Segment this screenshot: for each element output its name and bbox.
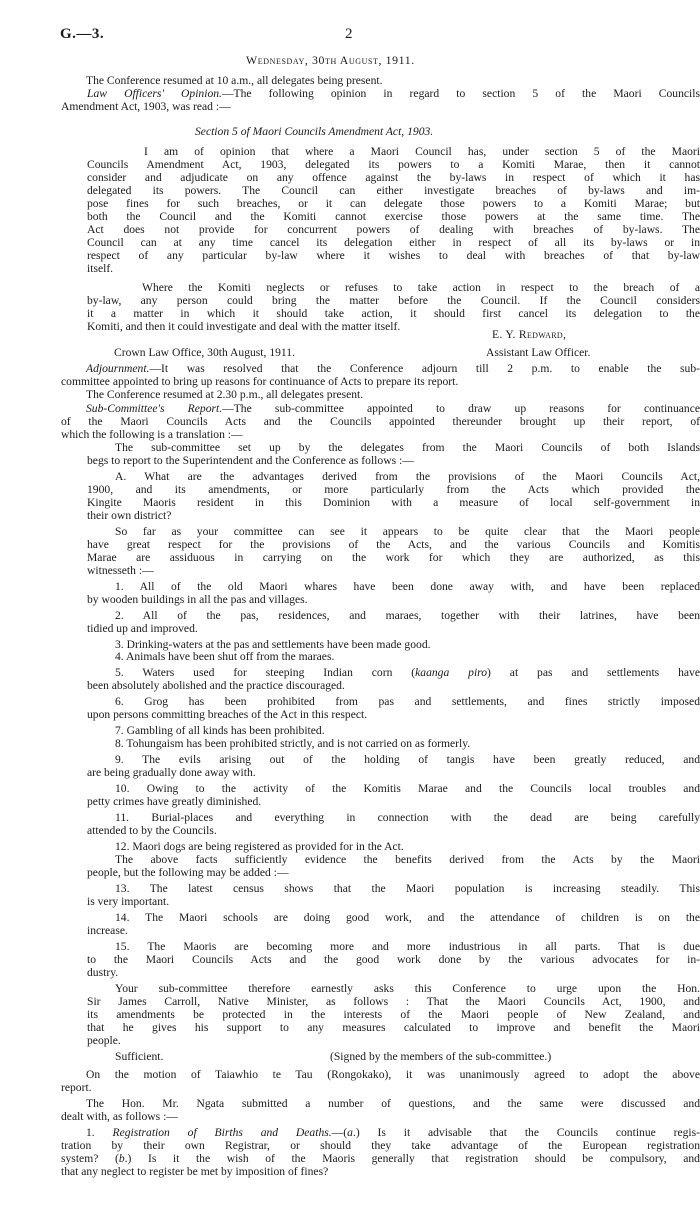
text-span: tidied up and improved. xyxy=(87,622,198,635)
text-line xyxy=(61,100,231,113)
italic-span: kaanga piro xyxy=(415,666,488,679)
text-span: consider and adjudicate on any offence against the by-laws in respect of which it has xyxy=(87,171,700,184)
text-span: 12. Maori dogs are being registered as provided for in the Act. xyxy=(115,840,404,853)
text-line xyxy=(86,1068,700,1081)
text-line xyxy=(87,708,367,721)
text-span: 13. The latest census shows that the Maori population is increasing steadily. This xyxy=(115,882,700,895)
text-span: Council can at any time cancel its delegation either in respect of all its by-laws or in xyxy=(87,236,700,249)
text-line xyxy=(61,375,458,388)
text-span: —( xyxy=(331,1126,348,1139)
text-line xyxy=(61,428,243,441)
text-span: committee appointed to bring up reasons for continuance of Acts to prepare its report. xyxy=(61,375,459,388)
text-span: Amendment Act, 1903, was read :— xyxy=(61,100,231,113)
text-span: 1. xyxy=(86,1126,113,1139)
text-span: report. xyxy=(61,1081,92,1094)
text-line xyxy=(87,210,700,223)
text-line xyxy=(86,1097,700,1110)
text-span: 1900, and its amendments, or more particularly from the Acts which provided the xyxy=(87,483,700,496)
text-line xyxy=(87,1034,121,1047)
text-span: been absolutely abolished and the practice discouraged. xyxy=(87,679,345,692)
text-line xyxy=(114,346,295,359)
text-line xyxy=(115,982,700,995)
text-line xyxy=(87,953,700,966)
text-line xyxy=(61,1081,92,1094)
text-line xyxy=(87,320,400,333)
text-span: are being gradually done away with. xyxy=(87,766,256,779)
text-line xyxy=(115,811,700,824)
text-line xyxy=(87,622,198,635)
text-line xyxy=(86,362,700,375)
text-line xyxy=(87,1008,700,1021)
text-line xyxy=(115,650,334,663)
text-span: (Signed by the members of the sub-committee.) xyxy=(330,1050,552,1063)
text-span: .) Is it advisable that the Councils continue regis- xyxy=(352,1126,700,1139)
text-span: to the Maori Councils Acts and the good work done by the various advocates for in- xyxy=(87,953,700,966)
text-line xyxy=(144,145,700,158)
text-span: Marae are assiduous in carrying on the work for which they are authorized, as this xyxy=(87,551,700,564)
text-span: both the Council and the Komiti cannot exercise those powers at the same time. The xyxy=(87,210,700,223)
text-line xyxy=(142,281,700,294)
text-span: it a matter in which it should take action, it should first cancel its delegation to the xyxy=(87,307,700,320)
text-span: begs to report to the Superintendent and the Conference as follows :— xyxy=(87,454,414,467)
text-line xyxy=(87,564,154,577)
text-span: delegated its powers. The Council can either investigate breaches of by-laws and im- xyxy=(87,184,700,197)
text-line xyxy=(87,679,345,692)
text-span: —The sub-committee appointed to draw up reasons for continuance xyxy=(222,402,700,415)
text-line xyxy=(87,824,217,837)
text-line xyxy=(87,795,261,808)
text-line xyxy=(115,1050,163,1063)
text-span: 14. The Maori schools are doing good work, and the attendance of children is on the xyxy=(115,911,700,924)
page-number: 2 xyxy=(345,26,353,42)
text-line xyxy=(115,609,700,622)
text-line xyxy=(87,307,700,320)
text-line xyxy=(115,940,700,953)
text-span: 6. Grog has been prohibited from pas and settlements, and fines strictly imposed xyxy=(115,695,700,708)
text-span: —It was resolved that the Conference adjourn till 2 p.m. to enable the sub- xyxy=(149,362,700,375)
text-line xyxy=(87,87,700,100)
text-span: is very important. xyxy=(87,895,170,908)
italic-span: Adjournment. xyxy=(86,362,150,375)
text-line xyxy=(115,737,470,750)
text-line xyxy=(195,125,433,138)
text-span: petty crimes have greatly diminished. xyxy=(87,795,262,808)
text-span: people, but the following may be added :— xyxy=(87,866,289,879)
text-span: attended to by the Councils. xyxy=(87,824,217,837)
text-line xyxy=(86,74,383,87)
text-line xyxy=(61,1139,700,1152)
text-line xyxy=(115,525,700,538)
text-line xyxy=(87,483,700,496)
text-span: On the motion of Taiawhio te Tau (Rongokako), it was unanimously agreed to adopt the above xyxy=(86,1068,700,1081)
text-line xyxy=(87,197,700,210)
text-span: 9. The evils arising out of the holding of tangis have been greatly reduced, and xyxy=(115,753,700,766)
text-line xyxy=(87,995,700,1008)
text-span: The Conference resumed at 10 a.m., all delegates being present. xyxy=(86,74,383,87)
text-line xyxy=(115,782,700,795)
text-span: dealt with, as follows :— xyxy=(61,1110,178,1123)
text-line xyxy=(115,853,700,866)
text-line xyxy=(87,1021,700,1034)
text-line xyxy=(115,882,700,895)
text-line xyxy=(87,171,700,184)
text-span: A. What are the advantages derived from the provisions of the Maori Councils Act, xyxy=(115,470,700,483)
text-line xyxy=(87,496,700,509)
text-line xyxy=(87,509,171,522)
text-line xyxy=(486,346,590,359)
text-span: ) at pas and settlements have xyxy=(487,666,700,679)
text-span: The Hon. Mr. Ngata submitted a number of questions, and the same were discussed and xyxy=(86,1097,700,1110)
text-line xyxy=(115,753,700,766)
text-line xyxy=(87,766,256,779)
text-span: 7. Gambling of all kinds has been prohibited. xyxy=(115,724,325,737)
text-span: Your sub-committee therefore earnestly asks this Conference to urge upon the Hon. xyxy=(115,982,700,995)
text-span: The sub-committee set up by the delegates from the Maori Councils of both Islands xyxy=(115,441,700,454)
text-span: I am of opinion that where a Maori Council has, under section 5 of the Maori xyxy=(144,145,700,158)
text-span: 8. Tohungaism has been prohibited strictly, and is not carried on as formerly. xyxy=(115,737,471,750)
text-line xyxy=(87,249,700,262)
text-line xyxy=(61,1165,328,1178)
text-line xyxy=(115,580,700,593)
text-line xyxy=(115,470,700,483)
text-span: 15. The Maoris are becoming more and more industrious in all parts. That is due xyxy=(115,940,700,953)
text-line xyxy=(87,158,700,171)
text-span: system? ( xyxy=(61,1152,119,1165)
text-line xyxy=(86,388,363,401)
text-span: which the following is a translation :— xyxy=(61,428,243,441)
text-line xyxy=(87,538,700,551)
text-span: upon persons committing breaches of the Act in this respect. xyxy=(87,708,368,721)
text-line xyxy=(115,666,700,679)
text-span: 3. Drinking-waters at the pas and settlements have been made good. xyxy=(115,638,431,651)
text-line xyxy=(87,294,700,307)
text-span: witnesseth :— xyxy=(87,564,154,577)
document-reference: G.—3. xyxy=(60,26,105,42)
italic-span: Law Officers' Opinion. xyxy=(87,87,222,100)
text-line xyxy=(87,236,700,249)
text-line xyxy=(87,184,700,197)
text-span: Act does not provide for concurrent powers of dealing with breaches of by-laws. The xyxy=(87,223,700,236)
text-span: by wooden buildings in all the pas and villages. xyxy=(87,593,308,606)
text-line xyxy=(87,551,700,564)
text-span: .) Is it the wish of the Maoris generally that registration should be compulsory, and xyxy=(124,1152,700,1165)
text-span: that any neglect to register be met by imposition of fines? xyxy=(61,1165,329,1178)
italic-span: a xyxy=(347,1126,353,1139)
text-line xyxy=(87,966,118,979)
text-span: Kingite Maoris resident in this Dominion with a measure of local self-government in xyxy=(87,496,700,509)
text-line xyxy=(115,724,325,737)
text-span: its amendments be protected in the interests of the Maori people of New Zealand, and xyxy=(87,1008,700,1021)
text-span: Komiti, and then it could investigate and deal with the matter itself. xyxy=(87,320,401,333)
italic-span: b xyxy=(118,1152,125,1165)
text-span: dustry. xyxy=(87,966,119,979)
text-line xyxy=(87,223,700,236)
text-span: Councils Amendment Act, 1903, delegated its powers to a Komiti Marae, then it cannot xyxy=(87,158,700,171)
text-line xyxy=(115,441,700,454)
text-span: pose fines for such breaches, or it can delegate those powers to a Komiti Marae; but xyxy=(87,197,700,210)
text-span: their own district? xyxy=(87,509,172,522)
text-line xyxy=(61,1152,700,1165)
text-span: So far as your committee can see it appears to be quite clear that the Maori people xyxy=(115,525,700,538)
text-span: Section 5 of Maori Councils Amendment Act, 1903. xyxy=(195,125,434,138)
text-span: The Conference resumed at 2.30 p.m., all delegates present. xyxy=(86,388,364,401)
text-span: tration by their own Registrar, or should they take advantage of the European registration xyxy=(61,1139,700,1152)
text-span: have great respect for the provisions of the Acts, and the various Councils and Komitis xyxy=(87,538,700,551)
text-span: that he gives his support to any measures calculated to improve and benefit the Maori xyxy=(87,1021,700,1034)
text-line xyxy=(61,415,700,428)
text-line xyxy=(87,454,414,467)
text-line xyxy=(86,402,700,415)
text-span: 1. All of the old Maori whares have been done away with, and have been replaced xyxy=(115,580,700,593)
text-span: The above facts sufficiently evidence the benefits derived from the Acts by the Maori xyxy=(115,853,700,866)
text-span: 5. Waters used for steeping Indian corn ( xyxy=(115,666,416,679)
text-span: of the Maori Councils Acts and the Councils appointed thereunder brought up their report, of xyxy=(61,415,700,428)
text-line xyxy=(115,840,404,853)
text-span: respect of any particular by-law where it wishes to deal with breaches of that by-law xyxy=(87,249,700,262)
text-span: increase. xyxy=(87,924,128,937)
italic-span: Registration of Births and Deaths. xyxy=(112,1126,332,1139)
text-line xyxy=(87,895,169,908)
text-span: Sir James Carroll, Native Minister, as follows : That the Maori Councils Act, 1900, and xyxy=(87,995,700,1008)
text-span: by-law, any person could bring the matter before the Council. If the Council considers xyxy=(87,294,700,307)
date-heading: Wednesday, 30th August, 1911. xyxy=(246,53,415,67)
text-span: Crown Law Office, 30th August, 1911. xyxy=(114,346,295,359)
text-line xyxy=(115,911,700,924)
text-line xyxy=(492,328,566,341)
text-span: 11. Burial-places and everything in connection with the dead are being carefully xyxy=(115,811,700,824)
text-line xyxy=(87,593,308,606)
text-span: Assistant Law Officer. xyxy=(486,346,591,359)
text-line xyxy=(87,866,289,879)
text-span: Where the Komiti neglects or refuses to take action in respect to the breach of a xyxy=(142,281,700,294)
text-span: Sufficient. xyxy=(115,1050,164,1063)
text-span: 10. Owing to the activity of the Komitis Marae and the Councils local troubles and xyxy=(115,782,700,795)
text-line xyxy=(61,1110,178,1123)
text-span: E. Y. Redward, xyxy=(492,328,567,341)
text-line xyxy=(115,695,700,708)
text-span: 4. Animals have been shut off from the maraes. xyxy=(115,650,335,663)
text-line xyxy=(87,924,128,937)
text-line xyxy=(330,1050,551,1063)
text-line xyxy=(86,1126,700,1139)
text-span: 2. All of the pas, residences, and maraes, together with their latrines, have been xyxy=(115,609,700,622)
text-span: —The following opinion in regard to section 5 of the Maori Councils xyxy=(221,87,700,100)
text-line xyxy=(87,262,113,275)
italic-span: Sub-Committee's Report. xyxy=(86,402,223,415)
text-span: people. xyxy=(87,1034,121,1047)
text-span: itself. xyxy=(87,262,114,275)
